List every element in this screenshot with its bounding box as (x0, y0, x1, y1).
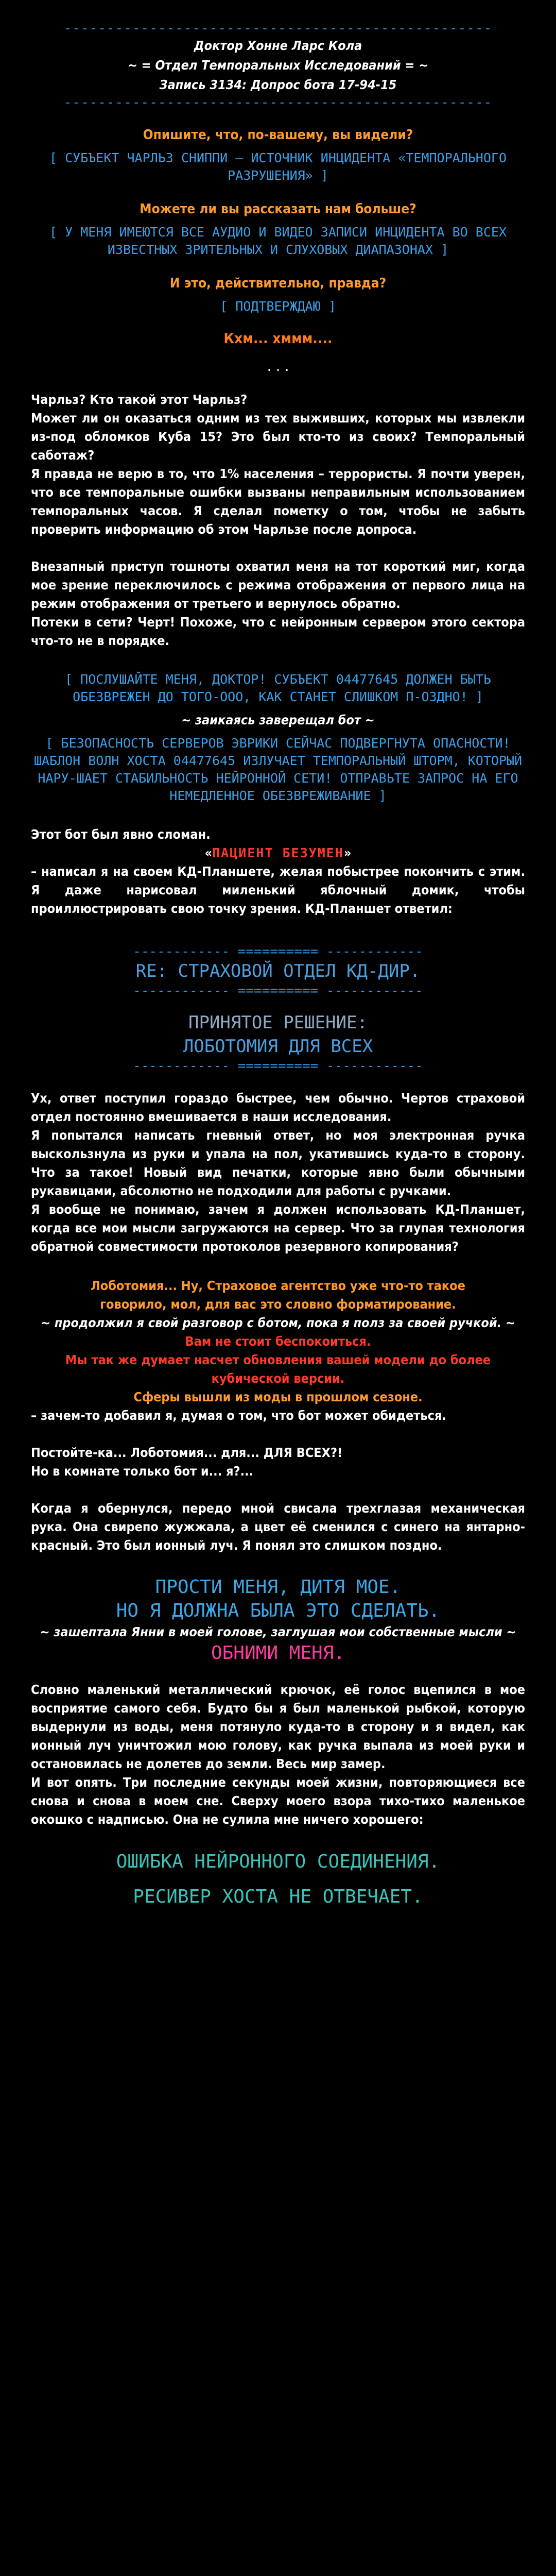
lobotomy-line-4: Мы так же думает насчет обновления вашей модели до более кубической версии. (65, 1352, 491, 1386)
department-name: ~ = Отдел Темпоральных Исследований = ~ (127, 58, 429, 73)
bot-warning: [ БЕЗОПАСНОСТЬ СЕРВЕРОВ ЭВРИКИ СЕЙЧАС ПОДВЕРГНУТА ОПАСНОСТИ! ШАБЛОН ВОЛН ХОСТА 04477645 ИЗЛУЧАЕТ ТЕМПОРАЛЬНЫЙ ШТОРМ, КОТОРЫЙ НАРУ-ШАЕТ СТАБИЛЬНОСТЬ НЕЙРОННОЙ СЕТИ! ОТПРАВЬТЕ ЗАПРОС НА ЕГО НЕМЕДЛЕННОЕ ОБЕЗВРЕЖИВАНИЕ ] (33, 736, 523, 803)
error-line-1: ОШИБКА НЕЙРОННОГО СОЕДИНЕНИЯ. (116, 1851, 440, 1872)
narrative-line: – зачем-то добавил я, думая о том, что бот может обидеться. (31, 1408, 446, 1423)
bot-answer-3: [ ПОДТВЕРЖДАЮ ] (220, 299, 336, 314)
narrative-3 (31, 1089, 525, 1256)
prayer-line-4: ОБНИМИ МЕНЯ. (211, 1642, 345, 1664)
doctor-reaction: Кхм... хммм.... (223, 330, 333, 347)
narrative-line: Ух, ответ поступил гораздо быстрее, чем обычно. Чертов страховой отдел постоянно вмешивается в наши исследования. (31, 1091, 525, 1124)
prayer-narration: ~ зашептала Янни в моей голове, заглушая мои собственные мысли ~ (40, 1624, 516, 1639)
lobotomy-line-2: ~ продолжил я свой разговор с ботом, пока я полз за своей ручкой. ~ (41, 1315, 515, 1330)
error-window (31, 1850, 525, 1909)
question-1: Опишите, что, по-вашему, вы видели? (143, 127, 413, 143)
insurance-document (31, 944, 525, 1074)
record-title: Запись 3134: Допрос бота 17-94-15 (159, 77, 397, 92)
bot-plea: [ ПОСЛУШАЙТЕ МЕНЯ, ДОКТОР! СУБЪЕКТ 04477645 ДОЛЖЕН БЫТЬ ОБЕЗВРЕЖЕН ДО ТОГО-ООО, КАК СТАНЕТ СЛИШКОМ П-ОЗДНО! ] (65, 672, 491, 704)
doc-decision-title: ПРИНЯТОЕ РЕШЕНИЕ: (188, 1012, 368, 1033)
doc-separator: ------------ ========== ------------ (133, 944, 423, 959)
narrative-1 (31, 391, 525, 650)
bot-answer-2: [ У МЕНЯ ИМЕЮТСЯ ВСЕ АУДИО И ВИДЕО ЗАПИСИ ИНЦИДЕНТА ВО ВСЕХ ИЗВЕСТНЫХ ЗРИТЕЛЬНЫХ И СЛУХОВЫХ ДИАПАЗОНАХ ] (49, 225, 507, 257)
doc-separator: ------------ ========== ------------ (133, 1058, 423, 1074)
narrative-line: Я попытался написать гневный ответ, но моя электронная ручка выскользнула из руки и упала на пол, укатившись куда-то в сторону. Что за такое! Новый вид печатки, которые явно были обычными рукавицами, абсолютно не подходили для работы с ручками. (31, 1128, 525, 1198)
patient-tag: ПАЦИЕНТ БЕЗУМЕН (212, 845, 344, 860)
lobotomy-line-5: Сферы вышли из моды в прошлом сезоне. (133, 1389, 423, 1404)
lobotomy-line-3: Вам не стоит беспокоиться. (185, 1334, 371, 1349)
narrative-line: Внезапный приступ тошноты охватил меня на тот короткий миг, когда мое зрение переключилось с режима отображения от первого лица на режим отображения от третьего и вернулось обратно. (31, 559, 525, 611)
narrative-line: Но в комнате только бот и... я?... (31, 1464, 254, 1479)
narrative-line: Я вообще не понимаю, зачем я должен использовать КД-Планшет, когда все мои мысли загружаются на сервер. Что за глупая технология обратной совместимости протоколов резервного копирования? (31, 1202, 525, 1254)
narrative-line: Когда я обернулся, передо мной свисала трехглазая механическая рука. Она свирепо жужжала, а цвет её сменился с синего на янтарно-красный. Это был ионный луч. Я понял это слишком поздно. (31, 1501, 525, 1553)
narrative-2 (31, 825, 525, 918)
doc-separator: ------------ ========== ------------ (133, 983, 423, 998)
doctor-name: Доктор Хонне Ларс Кола (194, 38, 362, 53)
bot-stutter: ~ заикаясь заверещал бот ~ (181, 713, 375, 727)
bot-answer-1: [ СУБЪЕКТ ЧАРЛЬЗ СНИППИ – ИСТОЧНИК ИНЦИДЕНТА «ТЕМПОРАЛЬНОГО РАЗРУШЕНИЯ» ] (49, 150, 507, 183)
narrative-line: Может ли он оказаться одним из тех выживших, которых мы извлекли из-под обломков Куба 15? Это был кто-то из своих? Темпоральный саботаж? (31, 411, 525, 463)
yanni-prayer (31, 1575, 525, 1665)
lobotomy-dialog (31, 1277, 525, 1406)
header-rule-top: -------------------------------------------------- (63, 21, 493, 36)
question-2: Можете ли вы рассказать нам больше? (140, 201, 416, 217)
patient-tag-line: «ПАЦИЕНТ БЕЗУМЕН» (204, 845, 352, 860)
narrative-line: Потеки в сети? Черт! Похоже, что с нейронным сервером этого сектора что-то не в порядке. (31, 615, 525, 648)
lobotomy-line-1: Лоботомия... Ну, Страховое агентство уже что-то такое говорило, мол, для вас это словно форматирование. (91, 1278, 465, 1312)
ellipsis-divider: . . . (267, 357, 289, 375)
narrative-line: – написал я на своем КД-Планшете, желая побыстрее покончить с этим. Я даже нарисовал миленький яблочный домик, чтобы проиллюстрировать свою точку зрения. КД-Планшет ответил: (31, 864, 525, 916)
prayer-line-1: ПРОСТИ МЕНЯ, ДИТЯ МОЕ. (155, 1577, 401, 1598)
doc-decision: ЛОБОТОМИЯ ДЛЯ ВСЕХ (183, 1036, 373, 1057)
narrative-line: Чарльз? Кто такой этот Чарльз? (31, 392, 248, 407)
narrative-line: И вот опять. Три последние секунды моей жизни, повторяющиеся все снова и снова в моем сне. Сверху моего взора тихо-тихо маленькое окошко с надписью. Она не сулила мне ничего хорошего: (31, 1775, 525, 1827)
doc-subject: RE: СТРАХОВОЙ ОТДЕЛ КД-ДИР. (135, 961, 421, 981)
error-line-2: РЕСИВЕР ХОСТА НЕ ОТВЕЧАЕТ. (133, 1886, 423, 1907)
narrative-line: Этот бот был явно сломан. (31, 827, 211, 842)
question-3: И это, действительно, правда? (169, 276, 387, 291)
narrative-4 (31, 1406, 525, 1555)
header-rule-bottom: -------------------------------------------------- (63, 95, 493, 110)
narrative-5 (31, 1681, 525, 1829)
narrative-line: Я правда не верю в то, что 1% населения – террористы. Я почти уверен, что все темпоральные ошибки вызваны неправильным использованием темпоральных часов. Я сделал пометку о том, чтобы не забыть проверить информацию об этом Чарльзе после допроса. (31, 466, 525, 537)
prayer-line-2: НО Я ДОЛЖНА БЫЛА ЭТО СДЕЛАТЬ. (116, 1600, 440, 1621)
narrative-line: Постойте-ка... Лоботомия... для... ДЛЯ ВСЕХ?! (31, 1445, 343, 1460)
narrative-line: Словно маленький металлический крючок, её голос вцепился в мое восприятие самого себя. Будто бы я был маленькой рыбкой, которую выдернули из воды, меня потянуло куда-то в сторону и я видел, как ионный луч уничтожил мою голову, как ручка выпала из моей руки и остановилась не долетев до земли. Весь мир замер. (31, 1682, 525, 1771)
